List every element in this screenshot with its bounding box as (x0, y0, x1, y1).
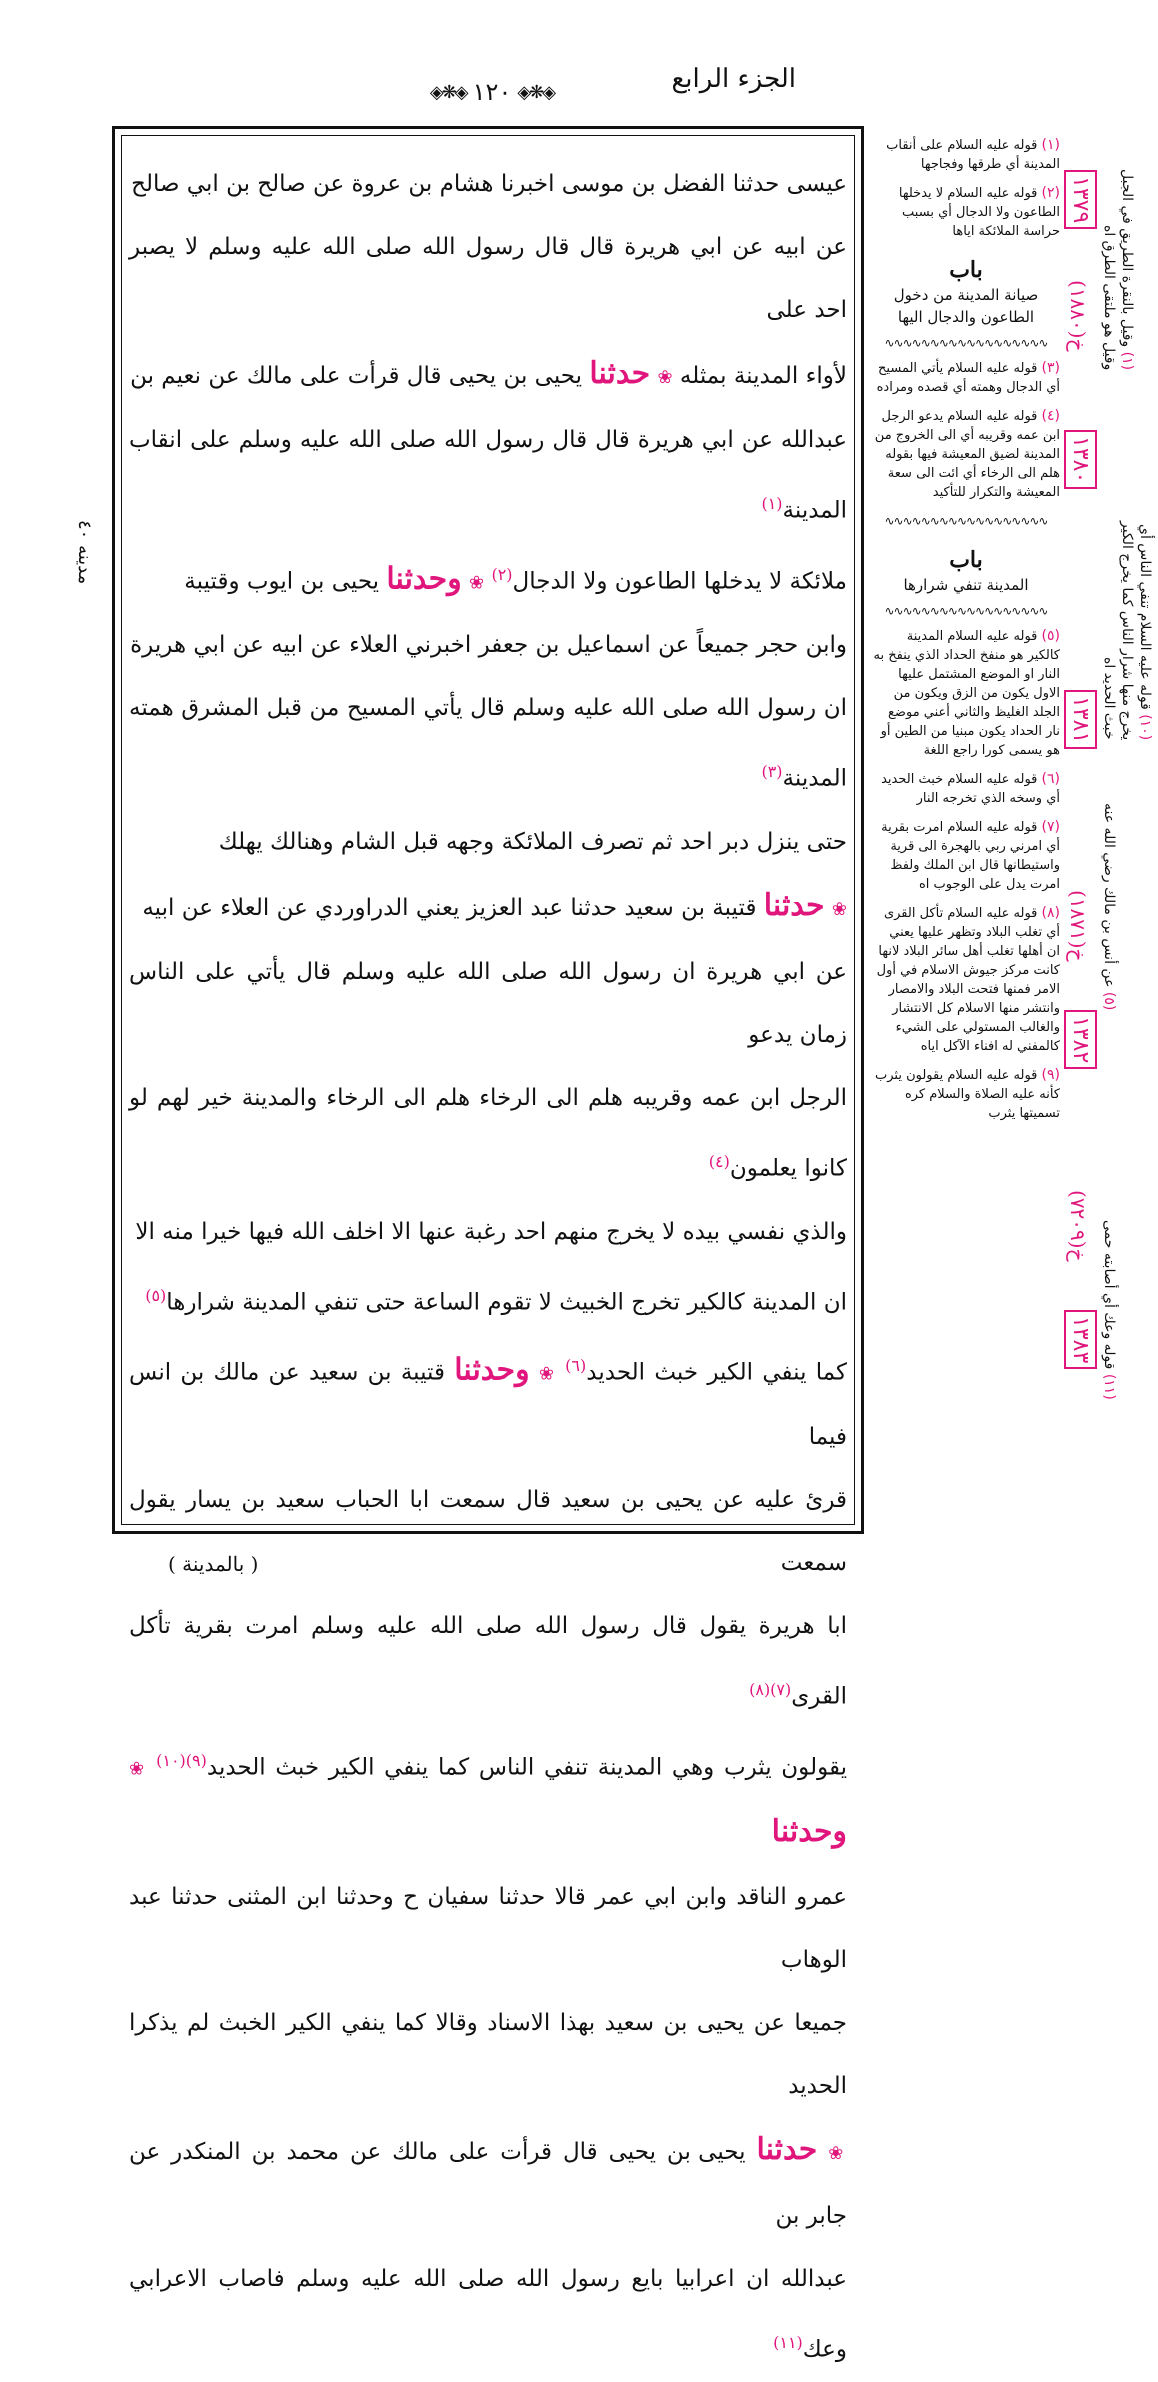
text-line (129, 153, 847, 216)
line-text: يحيى بن يحيى قال قرأت على مالك عن محمد بن المنكدر عن جابر بن (129, 2139, 847, 2230)
side-note (872, 359, 1060, 397)
text-line (129, 1264, 847, 1335)
line-text: وابن حجر جميعاً عن اسماعيل بن جعفر اخبرني العلاء عن ابيه عن ابي هريرة (130, 632, 847, 659)
note-text: قوله عليه السلام خبث الحديد أي وسخه الذي تخرجه النار (881, 772, 1060, 806)
text-line (129, 941, 847, 1067)
note-text: قوله عليه السلام امرت بقرية أي امرني ربي بالهجرة الى قرية واستيطانها قال ابن الملك ولفظ امرت يدل على الوجوب اه (881, 820, 1060, 892)
cross-reference: خ(١٨٧١) (1066, 890, 1090, 962)
line-text: ملائكة لا يدخلها الطاعون ولا الدجال (512, 568, 847, 595)
note-text: قوله عليه السلام تنفي الناس أي يخرج منها شرار الناس كما يخرج الكير خبث الحديد اه (1101, 520, 1153, 740)
footnote-marker: (٩)(١٠) (156, 1750, 207, 1770)
hadith-number-box: ١٣٧٩ (1064, 170, 1097, 229)
note-number: (١) (1041, 137, 1060, 153)
line-text: لأواء المدينة بمثله (679, 363, 847, 389)
page-number (418, 72, 566, 112)
flower-icon: ❀ (538, 1363, 556, 1385)
line-text: عن ابي هريرة ان رسول الله صلى الله عليه وسلم قال يأتي على الناس زمان يدعو (129, 958, 847, 1048)
footnote-marker: (٦) (565, 1356, 587, 1376)
line-text: عن ابيه عن ابي هريرة قال قال رسول الله صلى الله عليه وسلم لا يصبر احد على (129, 234, 847, 323)
note-number: (١) (1119, 351, 1135, 370)
note-text: عن أنس بن مالك رضي الله عنه (1101, 802, 1117, 988)
side-note (872, 136, 1060, 174)
text-line (129, 543, 847, 615)
note-number: (٢) (1041, 185, 1060, 201)
text-line (129, 1067, 847, 1201)
hadith-number-box: ١٣٨١ (1064, 690, 1097, 749)
flower-icon: ❀ (657, 367, 673, 388)
line-text: يحيى بن يحيى قال قرأت على مالك عن نعيم بن (130, 363, 583, 389)
line-text: ان رسول الله صلى الله عليه وسلم قال يأتي المسيح من قبل المشرق همته المدينة (129, 695, 847, 792)
line-text: ان المدينة كالكير تخرج الخبيث لا تقوم الساعة حتى تنفي المدينة شرارها (166, 1289, 847, 1316)
text-line (129, 1992, 847, 2118)
side-note (872, 770, 1060, 808)
note-text: قوله وعك أي أصابته حمى (1101, 1220, 1117, 1370)
note-number: (٧) (1041, 819, 1060, 835)
line-text: كما ينفي الكير خبث الحديد (586, 1359, 847, 1386)
note-number: (٦) (1041, 771, 1060, 787)
hadith-number-box: ١٣٨٣ (1064, 1310, 1097, 1369)
note-text: قوله عليه السلام المدينة كالكير هو منفخ الحداد الذي ينفخ به النار او الموضع المشتمل عليها الاول يكون من الزق ويكون من الجلد الغليظ والثاني أعني موضع نار الحداد يكون مبنيا من الطين أو هو يسمى كورا راجع اللغة (873, 629, 1060, 758)
hadith-heading: وحدثنا (386, 561, 462, 597)
note-text: قوله عليه السلام على أنقاب المدينة أي طرقها وفجاجها (886, 138, 1060, 172)
outer-margin (1060, 130, 1153, 1530)
text-line (129, 2118, 847, 2248)
line-text: قتيبة بن سعيد عن مالك بن انس فيما (129, 1359, 847, 1450)
footnote-marker: (٧)(٨) (749, 1679, 792, 1699)
text-line (129, 1866, 847, 1992)
note-number: (٣) (1041, 360, 1060, 376)
page-number-text: ١٢٠ (472, 78, 512, 106)
hadith-heading: حدثنا (763, 887, 825, 923)
text-line (129, 342, 847, 409)
footnote-marker: (٥) (145, 1285, 167, 1305)
text-line (129, 1201, 847, 1264)
hadith-heading: حدثنا (756, 2132, 818, 2168)
note-number: (٥) (1041, 628, 1060, 644)
hadith-heading: حدثنا (589, 356, 651, 391)
left-ornament: ◈❋◈ (429, 81, 467, 103)
flower-icon: ❀ (828, 2143, 847, 2165)
line-text: عبدالله عن ابي هريرة قال قال رسول الله صلى الله عليه وسلم على انقاب المدينة (129, 427, 847, 524)
side-note (872, 818, 1060, 894)
line-text: عمرو الناقد وابن ابي عمر قالا حدثنا سفيان ح وحدثنا ابن المثنى حدثنا عبد الوهاب (129, 1884, 847, 1974)
note-number: (١٠) (1137, 714, 1153, 740)
flower-icon: ❀ (129, 1758, 147, 1780)
side-note (872, 184, 1060, 241)
cross-reference: خ(١٨٨٠) (1066, 280, 1090, 352)
line-text: يقولون يثرب وهي المدينة تنفي الناس كما ينفي الكير خبث الحديد (206, 1754, 847, 1781)
divider-wave: ∿∿∿∿∿∿∿∿∿∿∿∿∿∿∿∿∿∿ (884, 514, 1048, 528)
bab-title-2: المدينة تنفي شرارها (903, 576, 1029, 594)
note-text: قوله عليه السلام يدعو الرجل ابن عمه وقريبه أي الى الخروج من المدينة لضيق المعيشة فيها بقوله هلم الى الرخاء أي ائت الى سعة المعيشة والتكرار للتأكيد (874, 409, 1060, 500)
text-line (129, 409, 847, 543)
volume-label: الجزء الرابع (671, 64, 796, 94)
margin-note (1100, 140, 1136, 370)
notes-top (872, 136, 1060, 241)
hadith-number-box: ١٣٨٢ (1064, 1010, 1097, 1069)
note-number: (٥) (1101, 991, 1117, 1010)
line-text: قرئ عليه عن يحيى بن سعيد قال سمعت ابا الحباب سعيد بن يسار يقول سمعت (129, 1486, 847, 1576)
left-margin-marker: مدينه ٤٠ (74, 520, 95, 585)
note-number: (٨) (1041, 905, 1060, 921)
line-text: حتى ينزل دبر احد ثم تصرف الملائكة وجهه قبل الشام وهنالك يهلك (218, 828, 847, 855)
divider-wave: ∿∿∿∿∿∿∿∿∿∿∿∿∿∿∿∿∿∿ (884, 604, 1048, 618)
note-number: (٤) (1041, 408, 1060, 424)
line-text: جميعا عن يحيى بن سعيد بهذا الاسناد وقالا كما ينفي الكير الخبث لم يذكرا الحديد (129, 2010, 847, 2100)
footnote-marker: (٣) (761, 762, 783, 782)
footnote-marker: (١١) (773, 2333, 803, 2353)
main-frame (112, 126, 864, 2363)
bab-heading-2: باب (949, 547, 983, 573)
margin-note (1100, 510, 1154, 740)
note-text: قوله عليه السلام تأكل القرى أي تغلب البلاد وتظهر عليها يعني ان أهلها تغلب أهل سائر البلاد لانها كانت مركز جيوش الاسلام في أول الامر فمنها فتحت البلاد والامصار وانتشر منها الاسلام كل الانتشار والغالب المستولي على الشيء كالمفني له افناء الآكل اياه (876, 906, 1060, 1054)
bab-heading-1: باب (949, 257, 983, 283)
hadith-heading: وحدثنا (771, 1814, 847, 1850)
text-line (129, 811, 847, 874)
note-number: (١١) (1101, 1374, 1117, 1400)
flower-icon: ❀ (831, 898, 847, 920)
footer-catchword: ( بالمدينة ) (168, 1552, 259, 1576)
margin-note (1100, 780, 1118, 1010)
notes-bottom (872, 627, 1060, 1123)
hadith-text (129, 153, 847, 2363)
note-number: (٩) (1041, 1067, 1060, 1083)
text-line (129, 1334, 847, 1469)
side-notes (872, 136, 1060, 1526)
line-text: الرجل ابن عمه وقريبه هلم الى الرخاء هلم الى الرخاء والمدينة خير لهم لو كانوا يعلمون (129, 1084, 847, 1182)
hadith-number-box: ١٣٨٠ (1064, 430, 1097, 489)
text-line (129, 1595, 847, 1729)
note-text: قوله عليه السلام يقولون يثرب كأنه عليه الصلاة والسلام كره تسميتها يثرب (874, 1068, 1060, 1121)
flower-icon: ❀ (469, 572, 485, 594)
right-ornament: ◈❋◈ (517, 81, 555, 103)
note-text: وقيل بالنقرة الطريق في الجبل وقيل هو ملتقى الطرق اه (1101, 168, 1135, 370)
line-text: والذي نفسي بيده لا يخرج منهم احد رغبة عنها الا اخلف الله فيها خيرا منه الا (135, 1218, 847, 1245)
line-text: ابا هريرة يقول قال رسول الله صلى الله عليه وسلم امرت بقرية تأكل القرى (129, 1612, 847, 1710)
hadith-heading: وحدثنا (454, 1352, 530, 1388)
note-text: قوله عليه السلام لا يدخلها الطاعون ولا الدجال أي بسبب حراسة الملائكة اياها (898, 186, 1060, 239)
text-line (129, 216, 847, 342)
line-text: يحيى بن ايوب وقتيبة (184, 568, 380, 595)
line-text: عبدالله ان اعرابيا بايع رسول الله صلى الله عليه وسلم فاصاب الاعرابي وعك (129, 2266, 847, 2363)
text-line (129, 1469, 847, 1595)
divider-wave: ∿∿∿∿∿∿∿∿∿∿∿∿∿∿∿∿∿∿ (884, 336, 1048, 350)
bab-title-1: صيانة المدينة من دخول الطاعون والدجال اليها (893, 286, 1039, 326)
notes-mid (872, 359, 1060, 502)
text-line (129, 1729, 847, 1867)
footnote-marker: (٢) (491, 564, 513, 584)
text-line (129, 2248, 847, 2382)
margin-note (1100, 1170, 1118, 1400)
cross-reference: خ(٧٢٠٩) (1066, 1190, 1090, 1262)
side-note (872, 627, 1060, 760)
side-note (872, 1066, 1060, 1123)
footnote-marker: (٤) (708, 1151, 730, 1171)
line-text: قتيبة بن سعيد حدثنا عبد العزيز يعني الدراوردي عن العلاء عن ابيه (142, 894, 757, 921)
text-line (129, 614, 847, 677)
line-text: عيسى حدثنا الفضل بن موسى اخبرنا هشام بن عروة عن صالح بن ابي صالح (131, 171, 847, 197)
side-note (872, 904, 1060, 1056)
footnote-marker: (١) (761, 494, 783, 513)
text-line (129, 677, 847, 811)
text-line (129, 874, 847, 941)
note-text: قوله عليه السلام يأتي المسيح أي الدجال وهمته أي قصده ومراده (876, 361, 1060, 395)
side-note (872, 407, 1060, 502)
